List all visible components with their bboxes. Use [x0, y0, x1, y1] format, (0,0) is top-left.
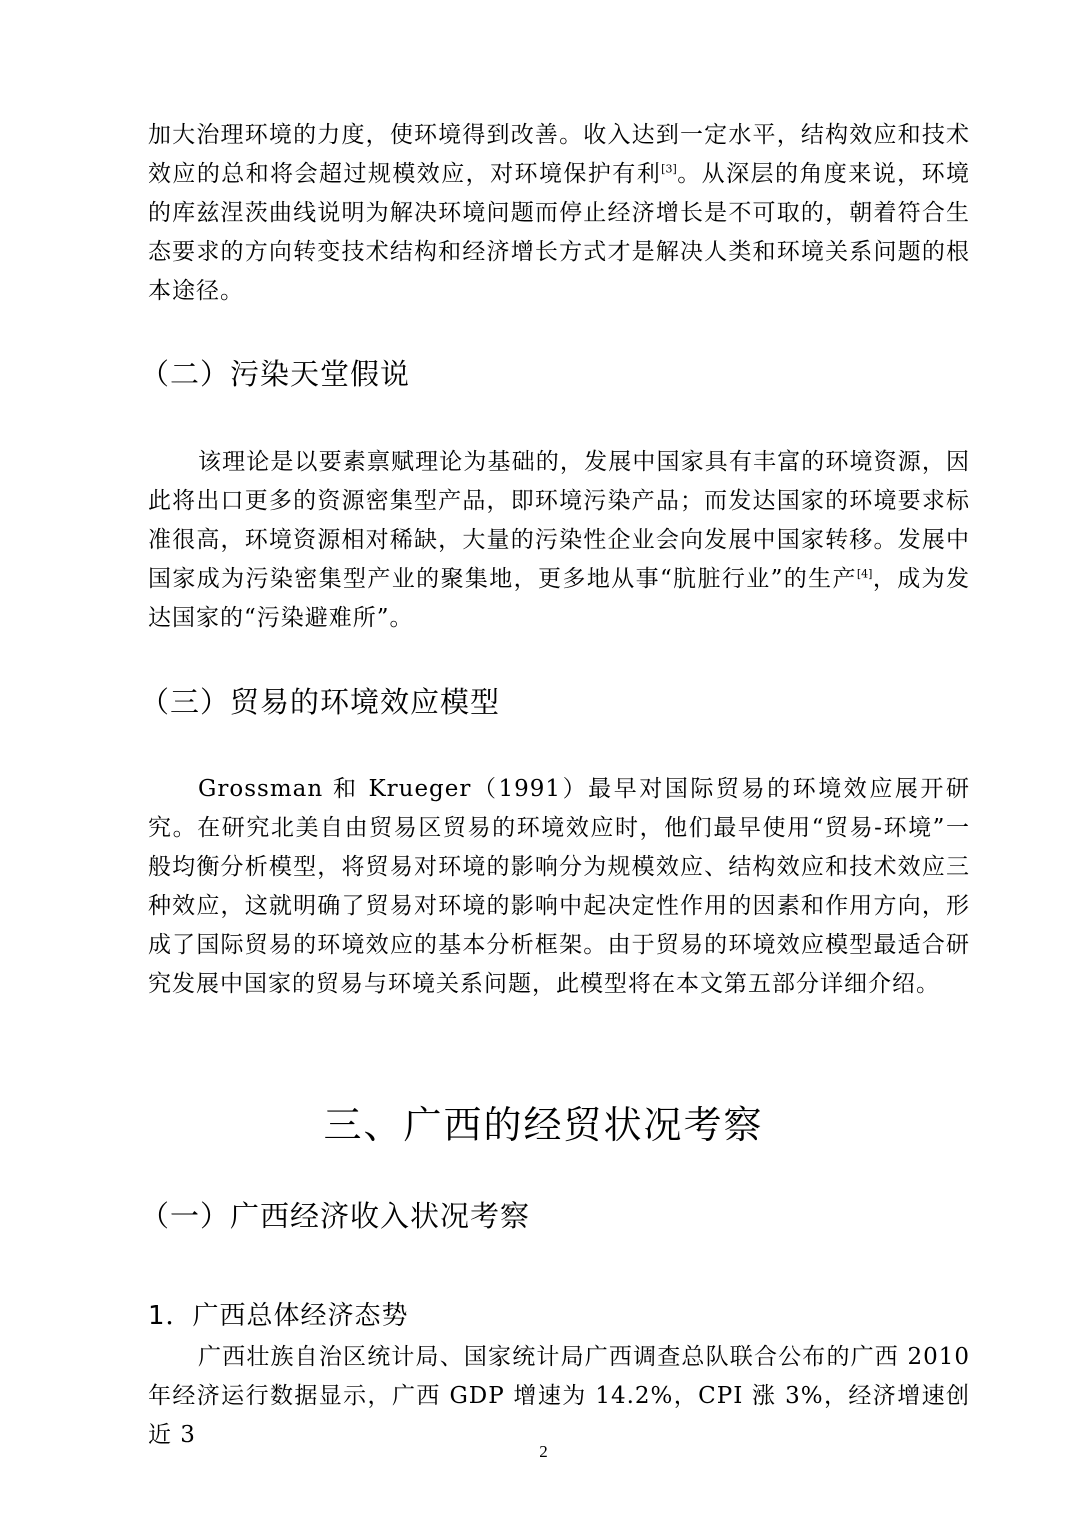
citation-marker: [3]	[661, 162, 677, 176]
paragraph-text: ，成为发达国家的“污染避难所”。	[148, 566, 970, 631]
paragraph-kuznets-conclusion	[148, 116, 970, 311]
section-heading-trade-environment-model: （三）贸易的环境效应模型	[140, 685, 501, 719]
paragraph-text: 加大治理环境的力度，使环境得到改善。收入达到一定水平，结构效应和技术效应的总和将会超过规模效应，对环境保护有利	[148, 122, 970, 187]
section-heading-pollution-haven: （二）污染天堂假说	[140, 357, 411, 391]
section-heading-guangxi-income: （一）广西经济收入状况考察	[140, 1199, 531, 1233]
paragraph-text: 该理论是以要素禀赋理论为基础的，发展中国家具有丰富的环境资源，因此将出口更多的资源密集型产品，即环境污染产品；而发达国家的环境要求标准很高，环境资源相对稀缺，大量的污染性企业会向发展中国家转移。发展中国家成为污染密集型产业的聚集地，更多地从事“肮脏行业”的生产	[148, 449, 970, 592]
paragraph-guangxi-2010-data: 广西壮族自治区统计局、国家统计局广西调查总队联合公布的广西 2010 年经济运行数据显示，广西 GDP 增速为 14.2%，CPI 涨 3%，经济增速创近 3	[148, 1344, 970, 1448]
page-number: 2	[539, 1442, 548, 1461]
paragraph-text: 。从深层的角度来说，环境的库兹涅茨曲线说明为解决环境问题而停止经济增长是不可取的，朝着符合生态要求的方向转变技术结构和经济增长方式才是解决人类和环境关系问题的根本途径。	[148, 161, 971, 304]
chapter-heading: 三、广西的经贸状况考察	[323, 1103, 764, 1147]
citation-marker: [4]	[856, 567, 873, 581]
paragraph-trade-environment-model: Grossman 和 Krueger（1991）最早对国际贸易的环境效应展开研究。在研究北美自由贸易区贸易的环境效应时，他们最早使用“贸易-环境”一般均衡分析模型，将贸易对环境的影响分为规模效应、结构效应和技术效应三种效应，这就明确了贸易对环境的影响中起决定性作用的因素和作用方向，形成了国际贸易的环境效应的基本分析框架。由于贸易的环境效应模型最适合研究发展中国家的贸易与环境关系问题，此模型将在本文第五部分详细介绍。	[148, 776, 970, 997]
paragraph-pollution-haven	[148, 443, 970, 638]
subsection-heading-overall-economy: 1．广西总体经济态势	[148, 1301, 409, 1331]
